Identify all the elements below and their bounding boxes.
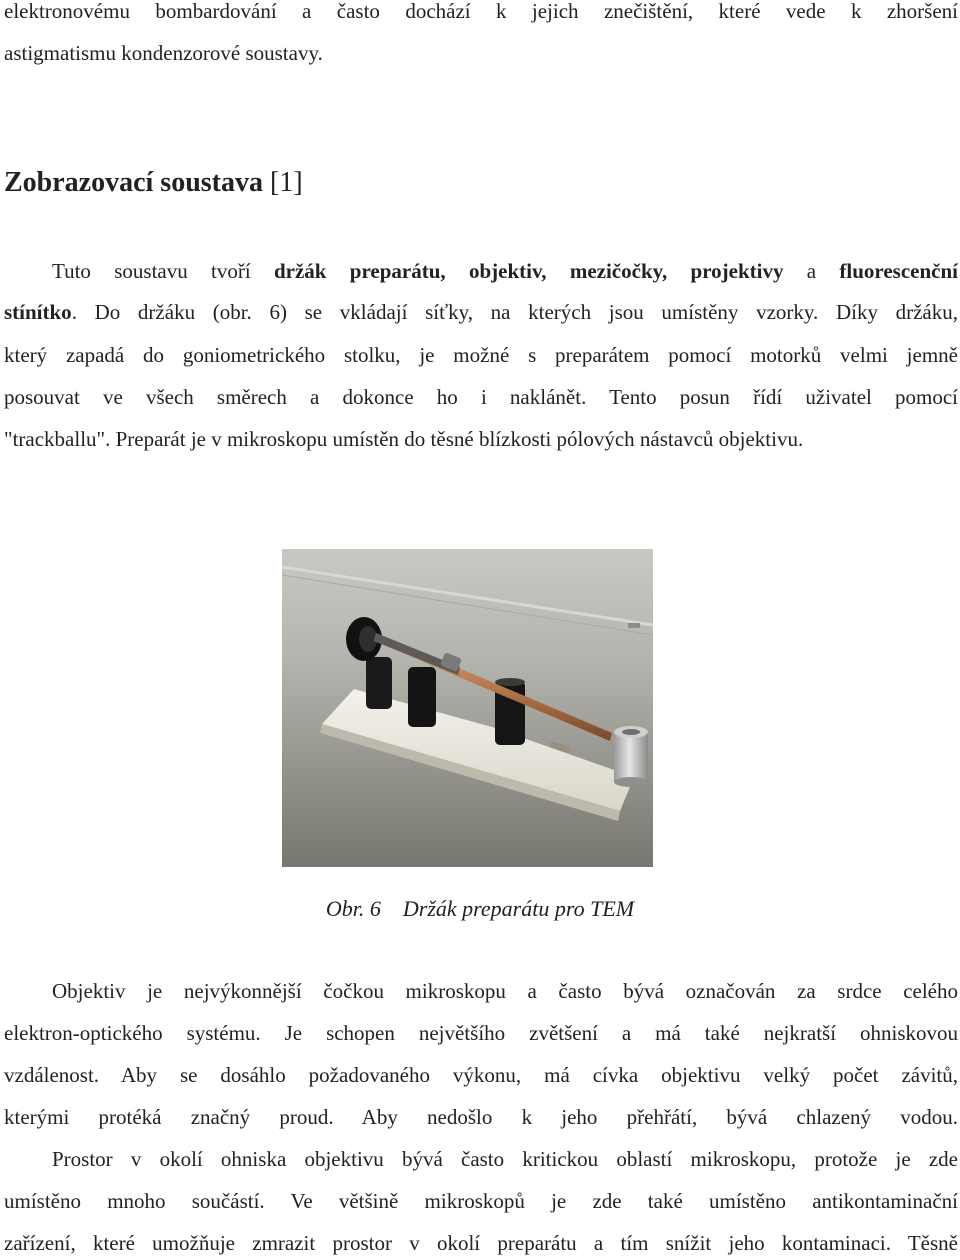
bold-term: fluorescenční	[839, 259, 958, 283]
text-span: a	[783, 259, 840, 283]
text-line	[52, 257, 958, 285]
text-span: Tuto soustavu tvoří	[52, 259, 274, 283]
text-line: zařízení, které umožňuje zmrazit prostor v okolí preparátu a tím snížit jeho kontaminaci. Těsně	[4, 1231, 958, 1255]
figure-title: Držák preparátu pro TEM	[402, 896, 635, 921]
text-line: vzdálenost. Aby se dosáhlo požadovaného výkonu, má cívka objektivu velký počet závitů,	[4, 1063, 958, 1087]
text-line: Objektiv je nejvýkonnější čočkou mikroskopu a často bývá označován za srdce celého	[52, 979, 958, 1003]
text-line	[4, 298, 958, 326]
section-title: Zobrazovací soustava	[4, 167, 263, 198]
text-line: Prostor v okolí ohniska objektivu bývá často kritickou oblastí mikroskopu, protože je zde	[52, 1147, 958, 1171]
specimen-holder-photo	[282, 549, 653, 867]
text-line: který zapadá do goniometrického stolku, je možné s preparátem pomocí motorků velmi jemně	[4, 343, 958, 367]
text-line: "trackballu". Preparát je v mikroskopu umístěn do těsné blízkosti pólových nástavců objektivu.	[4, 427, 804, 451]
text-line: elektronovému bombardování a často dochází k jejich znečištění, které vede k zhoršení	[4, 0, 958, 23]
section-reference: [1]	[270, 167, 303, 198]
section-heading	[4, 166, 303, 200]
text-line: posouvat ve všech směrech a dokonce ho i naklánět. Tento posun řídí uživatel pomocí	[4, 385, 958, 409]
figure-number: Obr. 6	[325, 896, 381, 921]
text-span: . Do držáku (obr. 6) se vkládají síťky, na kterých jsou umístěny vzorky. Díky držáku,	[71, 300, 958, 324]
bold-term: stínítko	[4, 300, 72, 324]
text-line: kterými protéká značný proud. Aby nedošlo k jeho přehřátí, bývá chlazený vodou.	[4, 1105, 958, 1129]
text-line: umístěno mnoho součástí. Ve většině mikroskopů je zde také umístěno antikontaminační	[4, 1189, 958, 1213]
text-line: elektron-optického systému. Je schopen největšího zvětšení a má také nejkratší ohniskovou	[4, 1021, 958, 1045]
text-line: astigmatismu kondenzorové soustavy.	[4, 41, 323, 65]
figure-caption	[0, 894, 960, 924]
bold-term: držák preparátu, objektiv, mezičočky, projektivy	[273, 259, 784, 283]
